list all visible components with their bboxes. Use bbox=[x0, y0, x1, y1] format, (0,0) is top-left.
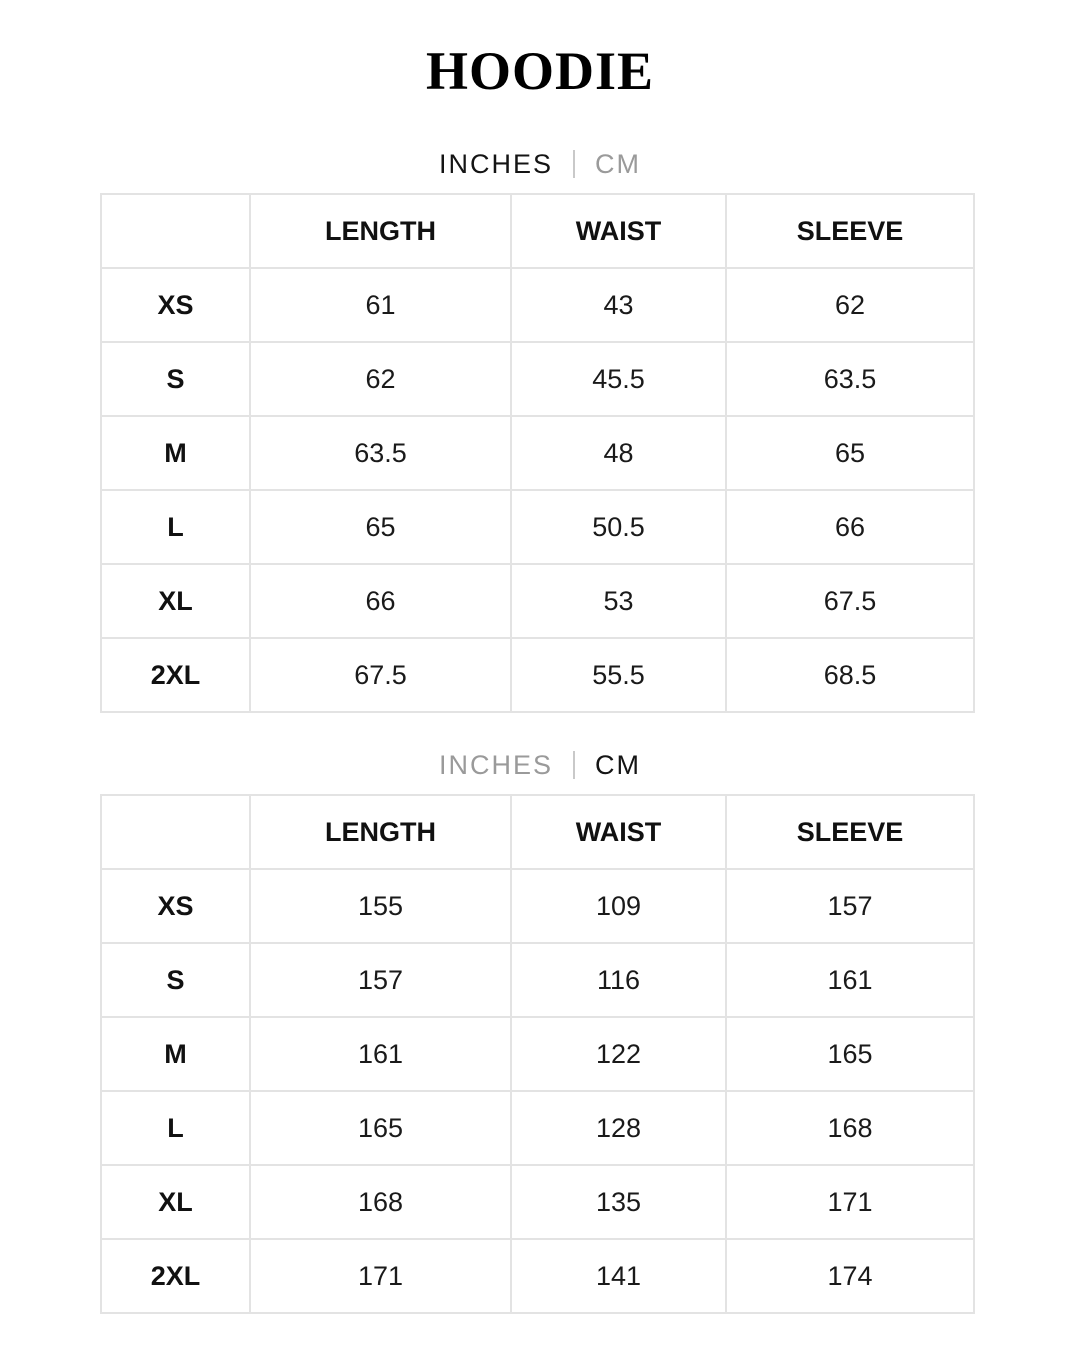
table-row bbox=[101, 1165, 974, 1239]
waist-value-cell: 50.5 bbox=[511, 490, 726, 564]
table-row bbox=[101, 638, 974, 712]
waist-value-cell: 109 bbox=[511, 869, 726, 943]
waist-value-cell: 128 bbox=[511, 1091, 726, 1165]
length-value-cell: 171 bbox=[250, 1239, 511, 1313]
sleeve-value-cell: 171 bbox=[726, 1165, 974, 1239]
table-row bbox=[101, 268, 974, 342]
table-row bbox=[101, 564, 974, 638]
table-row bbox=[101, 869, 974, 943]
size-label-cell: L bbox=[101, 490, 250, 564]
unit-toggle-inches-table bbox=[0, 144, 1080, 184]
waist-value-cell: 122 bbox=[511, 1017, 726, 1091]
size-label-cell: 2XL bbox=[101, 1239, 250, 1313]
size-chart-inches-table bbox=[100, 193, 975, 713]
length-value-cell: 65 bbox=[250, 490, 511, 564]
length-value-cell: 62 bbox=[250, 342, 511, 416]
waist-value-cell: 45.5 bbox=[511, 342, 726, 416]
length-value-cell: 61 bbox=[250, 268, 511, 342]
waist-value-cell: 116 bbox=[511, 943, 726, 1017]
header-length: LENGTH bbox=[250, 194, 511, 268]
length-value-cell: 168 bbox=[250, 1165, 511, 1239]
sleeve-value-cell: 68.5 bbox=[726, 638, 974, 712]
table-row bbox=[101, 1017, 974, 1091]
length-value-cell: 66 bbox=[250, 564, 511, 638]
length-value-cell: 155 bbox=[250, 869, 511, 943]
table-row bbox=[101, 490, 974, 564]
sleeve-value-cell: 161 bbox=[726, 943, 974, 1017]
sleeve-value-cell: 65 bbox=[726, 416, 974, 490]
waist-value-cell: 48 bbox=[511, 416, 726, 490]
page-title: HOODIE bbox=[425, 41, 655, 101]
size-label-cell: XS bbox=[101, 869, 250, 943]
size-chart-cm-table bbox=[100, 794, 975, 1314]
waist-value-cell: 141 bbox=[511, 1239, 726, 1313]
table-row bbox=[101, 1239, 974, 1313]
sleeve-value-cell: 174 bbox=[726, 1239, 974, 1313]
unit-option-cm[interactable]: CM bbox=[595, 149, 641, 179]
sleeve-value-cell: 66 bbox=[726, 490, 974, 564]
table-row bbox=[101, 342, 974, 416]
header-sleeve: SLEEVE bbox=[726, 194, 974, 268]
size-label-cell: XL bbox=[101, 564, 250, 638]
size-label-cell: S bbox=[101, 943, 250, 1017]
unit-option-inches[interactable]: INCHES bbox=[438, 750, 553, 780]
waist-value-cell: 55.5 bbox=[511, 638, 726, 712]
sleeve-value-cell: 62 bbox=[726, 268, 974, 342]
sleeve-value-cell: 157 bbox=[726, 869, 974, 943]
size-label-cell: L bbox=[101, 1091, 250, 1165]
length-value-cell: 67.5 bbox=[250, 638, 511, 712]
table-row bbox=[101, 1091, 974, 1165]
header-size-cell bbox=[101, 194, 250, 268]
length-value-cell: 157 bbox=[250, 943, 511, 1017]
size-label-cell: M bbox=[101, 1017, 250, 1091]
size-label-cell: 2XL bbox=[101, 638, 250, 712]
header-size-cell bbox=[101, 795, 250, 869]
size-label-cell: XL bbox=[101, 1165, 250, 1239]
length-value-cell: 161 bbox=[250, 1017, 511, 1091]
sleeve-value-cell: 67.5 bbox=[726, 564, 974, 638]
sleeve-value-cell: 63.5 bbox=[726, 342, 974, 416]
header-waist: WAIST bbox=[511, 194, 726, 268]
length-value-cell: 165 bbox=[250, 1091, 511, 1165]
unit-option-cm[interactable]: CM bbox=[595, 750, 641, 780]
table-header-row bbox=[101, 795, 974, 869]
table-header-row bbox=[101, 194, 974, 268]
length-value-cell: 63.5 bbox=[250, 416, 511, 490]
waist-value-cell: 43 bbox=[511, 268, 726, 342]
table-row bbox=[101, 943, 974, 1017]
size-label-cell: S bbox=[101, 342, 250, 416]
size-label-cell: XS bbox=[101, 268, 250, 342]
waist-value-cell: 53 bbox=[511, 564, 726, 638]
sleeve-value-cell: 165 bbox=[726, 1017, 974, 1091]
unit-option-inches[interactable]: INCHES bbox=[438, 149, 553, 179]
header-sleeve: SLEEVE bbox=[726, 795, 974, 869]
table-row bbox=[101, 416, 974, 490]
size-label-cell: M bbox=[101, 416, 250, 490]
waist-value-cell: 135 bbox=[511, 1165, 726, 1239]
header-length: LENGTH bbox=[250, 795, 511, 869]
sleeve-value-cell: 168 bbox=[726, 1091, 974, 1165]
header-waist: WAIST bbox=[511, 795, 726, 869]
unit-toggle-cm-table bbox=[0, 745, 1080, 785]
